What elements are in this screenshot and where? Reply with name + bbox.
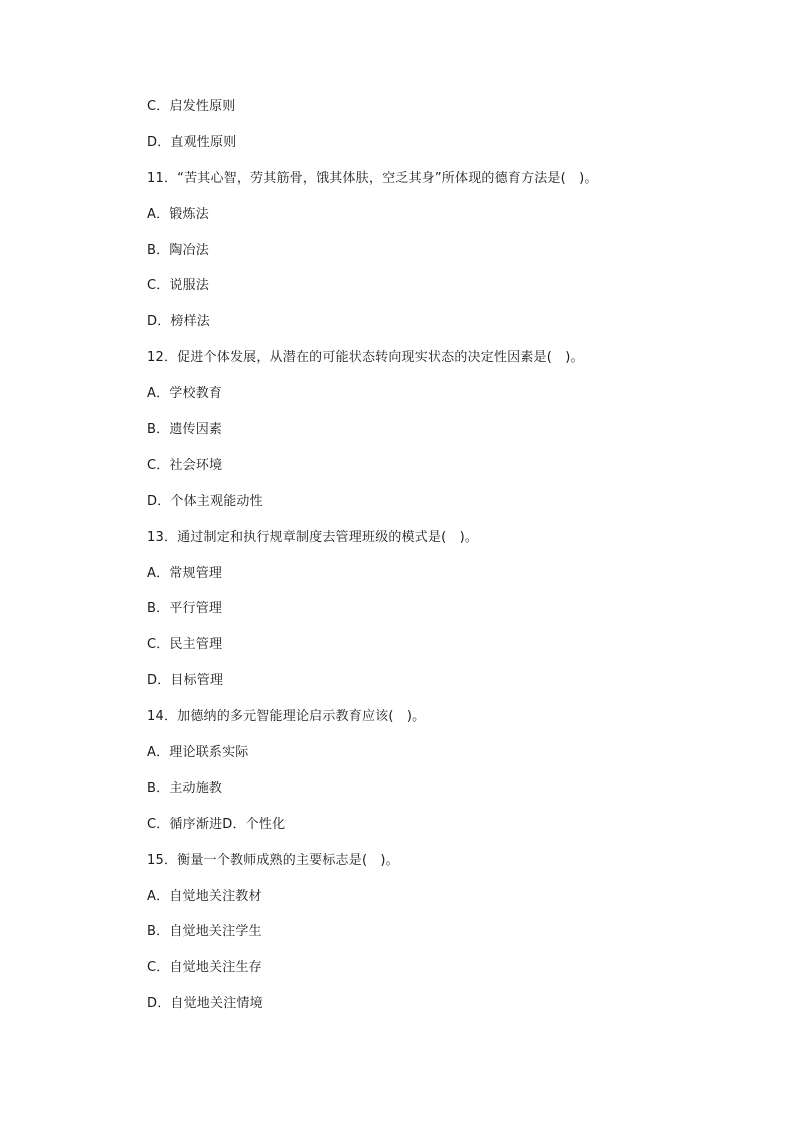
question-13: 13．通过制定和执行规章制度去管理班级的模式是( )。 — [147, 529, 479, 545]
option-b-q13: B．平行管理 — [147, 601, 223, 617]
option-d-q11: D．榜样法 — [147, 314, 211, 330]
option-c-q10: C．启发性原则 — [147, 99, 236, 114]
option-b-q11: B．陶冶法 — [147, 242, 209, 258]
option-c-q13: C．民主管理 — [147, 637, 223, 653]
option-c-q12: C．社会环境 — [147, 457, 223, 473]
option-b-q14: B．主动施教 — [147, 780, 223, 796]
option-c-q15: C．自觉地关注生存 — [147, 960, 262, 976]
question-14: 14．加德纳的多元智能理论启示教育应该( )。 — [147, 709, 426, 725]
option-b-q15: B．自觉地关注学生 — [147, 924, 262, 940]
option-a-q12: A．学校教育 — [147, 386, 223, 402]
question-12: 12．促进个体发展，从潜在的可能状态转向现实状态的决定性因素是( )。 — [147, 350, 584, 366]
question-text-block — [147, 96, 727, 1029]
option-d-q13: D．目标管理 — [147, 673, 224, 689]
option-a-q14: A．理论联系实际 — [147, 745, 249, 761]
question-11: 11．“苦其心智，劳其筋骨，饿其体肤，空乏其身”所体现的德育方法是( )。 — [147, 170, 598, 186]
option-c-q11: C．说服法 — [147, 278, 210, 294]
option-cd-q14: C．循序渐进D．个性化 — [147, 816, 286, 832]
option-a-q11: A．锻炼法 — [147, 206, 209, 222]
question-15: 15．衡量一个教师成熟的主要标志是( )。 — [147, 852, 399, 868]
option-b-q12: B．遗传因素 — [147, 422, 223, 438]
option-d-q10: D．直观性原则 — [147, 134, 237, 150]
option-d-q12: D．个体主观能动性 — [147, 493, 263, 509]
option-d-q15: D．自觉地关注情境 — [147, 996, 263, 1012]
option-a-q13: A．常规管理 — [147, 565, 223, 581]
option-a-q15: A．自觉地关注教材 — [147, 888, 262, 904]
